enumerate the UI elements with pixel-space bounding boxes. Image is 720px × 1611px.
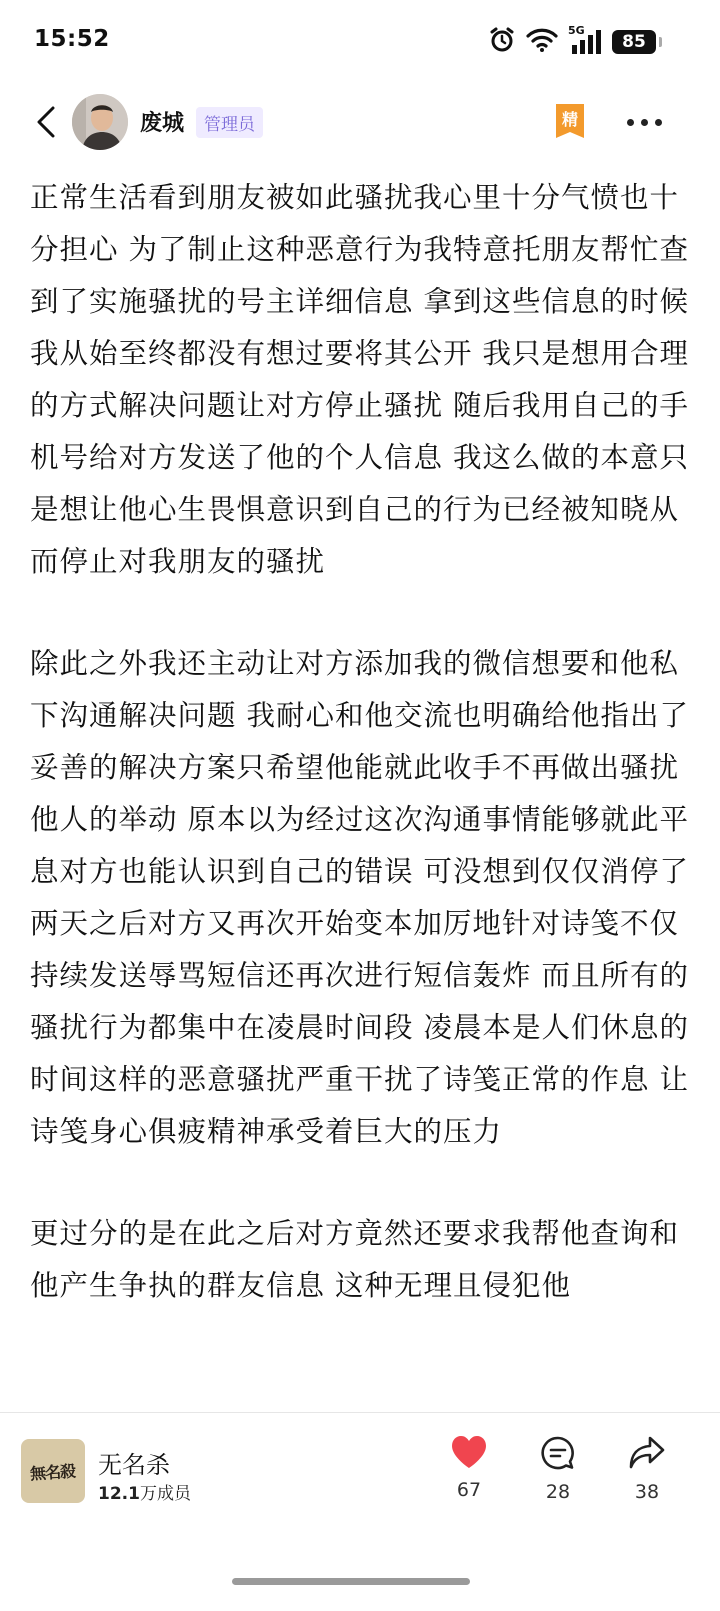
like-count: 67 bbox=[456, 1479, 482, 1501]
admin-badge: 管理员 bbox=[196, 107, 263, 138]
author-avatar[interactable] bbox=[72, 94, 128, 150]
back-button[interactable] bbox=[26, 100, 66, 144]
post-header bbox=[0, 88, 720, 156]
status-icons bbox=[488, 26, 656, 58]
club-name[interactable]: 无名杀 bbox=[98, 1451, 170, 1479]
cellular-signal-icon bbox=[568, 24, 602, 56]
post-paragraph: 更过分的是在此之后对方竟然还要求我帮他查询和他产生争执的群友信息 这种无理且侵犯他 bbox=[30, 1217, 680, 1302]
share-count: 38 bbox=[634, 1481, 660, 1503]
club-logo-text: 無名殺 bbox=[29, 1460, 77, 1484]
post-paragraph: 除此之外我还主动让对方添加我的微信想要和他私下沟通解决问题 我耐心和他交流也明确给他指出了妥善的解决方案只希望他能就此收手不再做出骚扰他人的举动 原本以为经过这次沟通事情能够就此平息对方也能认识到自己的错误 可没想到仅仅消停了两天之后对方又再次开始变本加厉地针对诗笺不仅持续发送辱骂短信还再次进行短信轰炸 而且所有的骚扰行为都集中在凌晨时间段 凌晨本是人们休息的时间这样的恶意骚扰严重干扰了诗笺正常的作息 让诗笺身心俱疲精神承受着巨大的压力 bbox=[30, 647, 690, 1148]
more-dot-icon bbox=[627, 119, 634, 126]
like-button[interactable] bbox=[439, 1435, 499, 1501]
comment-count: 28 bbox=[545, 1481, 571, 1503]
more-dot-icon bbox=[655, 119, 662, 126]
wifi-icon bbox=[526, 27, 558, 57]
post-body bbox=[30, 172, 690, 1362]
network-type: 5G bbox=[568, 24, 585, 37]
featured-badge-label: 精 bbox=[561, 110, 578, 129]
chevron-left-icon bbox=[35, 105, 57, 139]
share-icon bbox=[628, 1435, 666, 1471]
member-count-unit: 万成员 bbox=[139, 1484, 191, 1504]
club-logo[interactable] bbox=[21, 1439, 85, 1503]
post-paragraph: 正常生活看到朋友被如此骚扰我心里十分气愤也十分担心 为了制止这种恶意行为我特意托朋友帮忙查到了实施骚扰的号主详细信息 拿到这些信息的时候我从始至终都没有想过要将其公开 我只是想用合理的方式解决问题让对方停止骚扰 随后我用自己的手机号给对方发送了他的个人信息 我这么做的本意只是想让他心生畏惧意识到自己的行为已经被知晓从而停止对我朋友的骚扰 bbox=[30, 181, 690, 578]
share-button[interactable] bbox=[617, 1435, 677, 1503]
member-count-number: 12.1 bbox=[98, 1484, 140, 1504]
author-name[interactable]: 废城 bbox=[140, 111, 185, 136]
status-time: 15:52 bbox=[34, 26, 110, 52]
heart-icon bbox=[450, 1435, 488, 1469]
more-options-button[interactable] bbox=[622, 112, 666, 132]
featured-badge bbox=[556, 104, 584, 138]
club-member-count bbox=[98, 1479, 191, 1504]
battery-indicator: 85 bbox=[612, 30, 656, 54]
comment-icon bbox=[540, 1435, 576, 1471]
comment-button[interactable] bbox=[528, 1435, 588, 1503]
alarm-icon bbox=[488, 26, 516, 58]
status-bar bbox=[0, 0, 720, 84]
more-dot-icon bbox=[641, 119, 648, 126]
home-indicator[interactable] bbox=[232, 1578, 470, 1585]
